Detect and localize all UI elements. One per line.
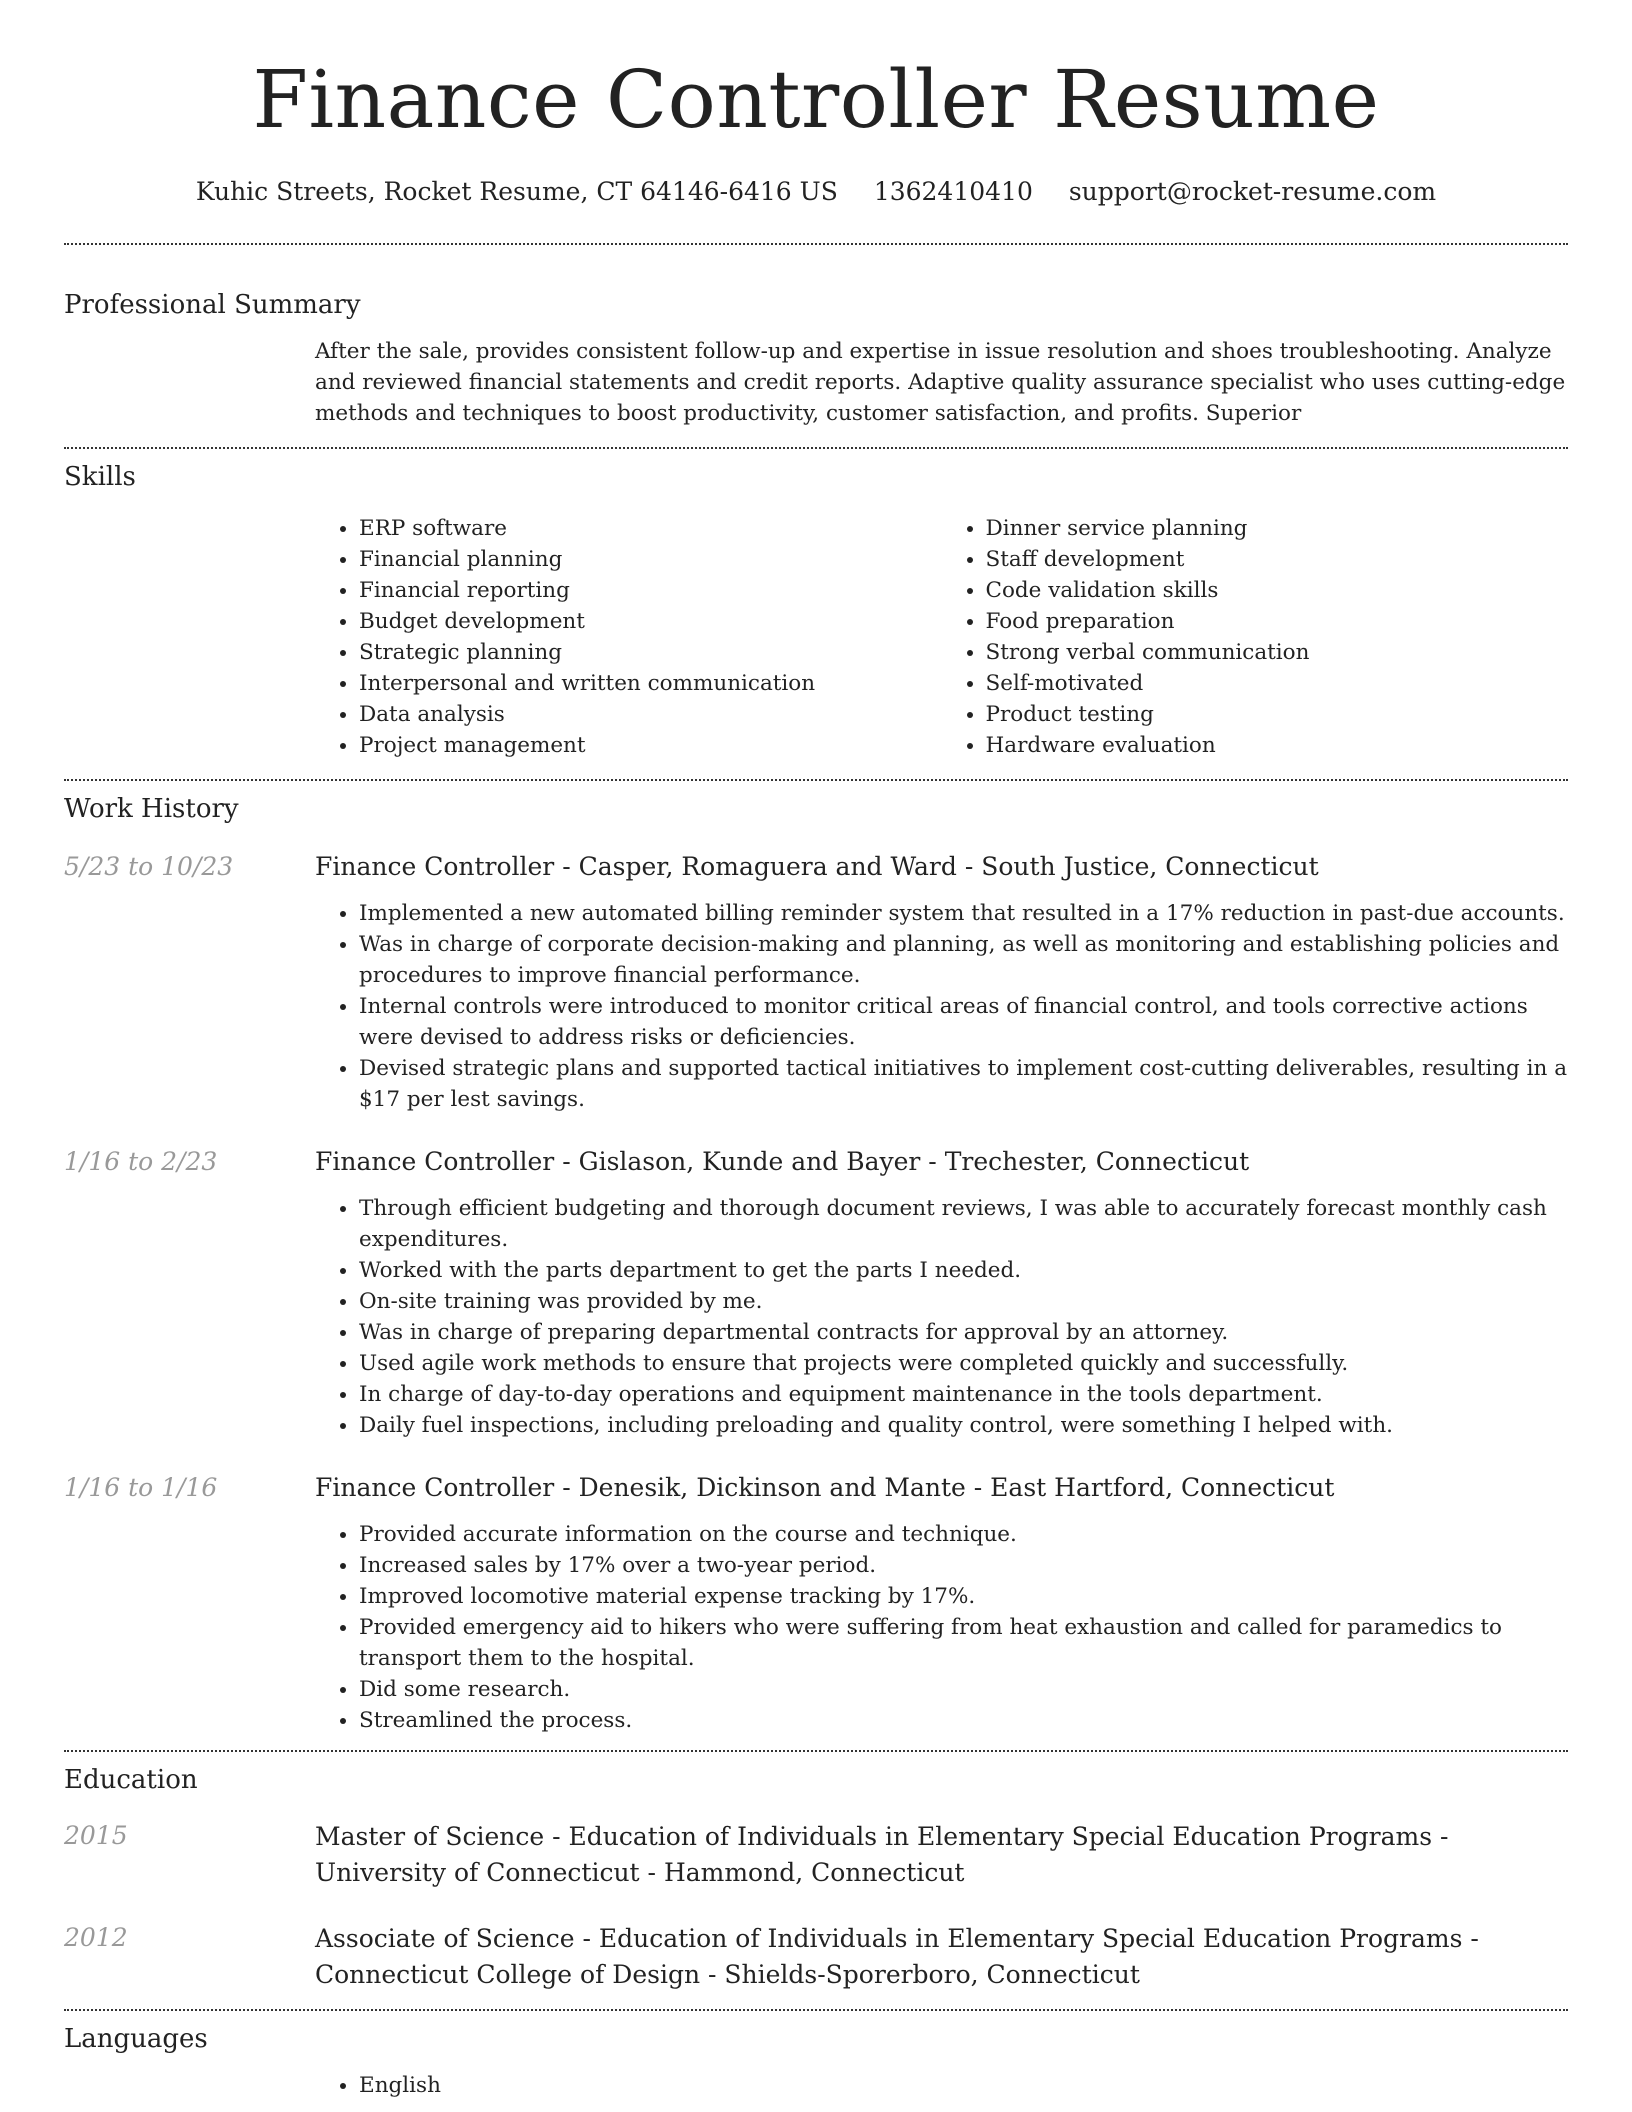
skills-column-left: [315, 513, 942, 761]
section-divider: [64, 2009, 1568, 2011]
education-entry: [0, 1921, 1632, 1993]
section-divider: [64, 243, 1568, 245]
job-bullet: • Increased sales by 17% over a two-year period.: [359, 1550, 1568, 1581]
education-content: [315, 1921, 1568, 1993]
job-bullet: • Through efficient budgeting and thorough document reviews, I was able to accurately forecast monthly cash expenditures.: [359, 1193, 1568, 1255]
job-content: [315, 1471, 1568, 1736]
skill-item: • Strategic planning: [359, 637, 942, 668]
skill-item: • Self-motivated: [986, 668, 1569, 699]
work-heading: Work History: [64, 794, 239, 824]
summary-heading: Professional Summary: [64, 290, 361, 320]
job-bullet: • Streamlined the process.: [359, 1705, 1568, 1736]
job-date: 1/16 to 1/16: [64, 1473, 218, 1502]
job-bullet: • Provided accurate information on the course and technique.: [359, 1519, 1568, 1550]
skill-item: • Food preparation: [986, 606, 1569, 637]
job-bullet: • Implemented a new automated billing reminder system that resulted in a 17% reduction in past-due accounts.: [359, 898, 1568, 929]
skill-item: • Project management: [359, 730, 942, 761]
contact-email[interactable]: support@rocket-resume.com: [1068, 177, 1437, 206]
job-bullets: [315, 1193, 1568, 1441]
education-date: 2015: [64, 1821, 128, 1850]
job-entry: [0, 850, 1632, 1115]
job-content: [315, 1145, 1568, 1441]
job-title: Finance Controller - Gislason, Kunde and Bayer - Trechester, Connecticut: [315, 1147, 1250, 1176]
job-bullet: • Worked with the parts department to get the parts I needed.: [359, 1255, 1568, 1286]
skill-item: • ERP software: [359, 513, 942, 544]
languages-heading: Languages: [64, 2024, 208, 2054]
skill-item: • Code validation skills: [986, 575, 1569, 606]
job-title: Finance Controller - Casper, Romaguera and Ward - South Justice, Connecticut: [315, 852, 1319, 881]
section-divider: [64, 1750, 1568, 1752]
education-title: Master of Science - Education of Individuals in Elementary Special Education Programs - University of Connecticut - Hammond, Connecticut: [315, 1822, 1449, 1887]
skill-item: • Interpersonal and written communication: [359, 668, 942, 699]
skill-item: • Dinner service planning: [986, 513, 1569, 544]
skill-item: • Financial planning: [359, 544, 942, 575]
languages-list: [315, 2070, 1568, 2101]
job-entry: [0, 1145, 1632, 1441]
job-date: 5/23 to 10/23: [64, 852, 234, 881]
contact-line: [0, 176, 1632, 208]
languages-section: [315, 2070, 1568, 2101]
education-date: 2012: [64, 1923, 128, 1952]
skill-item: • Budget development: [359, 606, 942, 637]
education-heading: Education: [64, 1765, 198, 1795]
skill-item: • Product testing: [986, 699, 1569, 730]
section-divider: [64, 447, 1568, 449]
skill-item: • Data analysis: [359, 699, 942, 730]
job-bullet: • Used agile work methods to ensure that projects were completed quickly and successfully.: [359, 1348, 1568, 1379]
resume-title: Finance Controller Resume: [252, 53, 1380, 146]
job-bullet: • Was in charge of preparing departmental contracts for approval by an attorney.: [359, 1317, 1568, 1348]
education-content: [315, 1819, 1568, 1891]
job-title: Finance Controller - Denesik, Dickinson and Mante - East Hartford, Connecticut: [315, 1473, 1335, 1502]
education-entry: [0, 1819, 1632, 1891]
skills-column-right: [942, 513, 1569, 761]
job-bullet: • Devised strategic plans and supported tactical initiatives to implement cost-cutting deliverables, resulting in a $17 per lest savings.: [359, 1053, 1568, 1115]
job-bullet: • On-site training was provided by me.: [359, 1286, 1568, 1317]
job-bullet: • Did some research.: [359, 1674, 1568, 1705]
contact-phone: 1362410410: [873, 177, 1033, 206]
job-bullets: [315, 898, 1568, 1115]
summary-text: After the sale, provides consistent follow-up and expertise in issue resolution and shoes troubleshooting. Analyze and reviewed financial statements and credit reports. Adaptive quality assurance specialist who uses cutting-edge methods and techniques to boost productivity, customer satisfaction, and profits. Superior: [315, 339, 1566, 426]
job-entry: [0, 1471, 1632, 1736]
job-bullet: • Daily fuel inspections, including preloading and quality control, were something I helped with.: [359, 1410, 1568, 1441]
skills-list: [315, 513, 1568, 761]
skill-item: • Strong verbal communication: [986, 637, 1569, 668]
skill-item: • Staff development: [986, 544, 1569, 575]
job-content: [315, 850, 1568, 1115]
job-date: 1/16 to 2/23: [64, 1147, 218, 1176]
job-bullets: [315, 1519, 1568, 1736]
summary-section: [315, 336, 1568, 429]
job-bullet: • Provided emergency aid to hikers who were suffering from heat exhaustion and called for paramedics to transport them to the hospital.: [359, 1612, 1568, 1674]
section-divider: [64, 779, 1568, 781]
education-title: Associate of Science - Education of Individuals in Elementary Special Education Programs - Connecticut College of Design - Shields-Sporerboro, Connecticut: [315, 1924, 1479, 1989]
skills-heading: Skills: [64, 462, 136, 492]
language-item: • English: [359, 2070, 1568, 2101]
job-bullet: • Improved locomotive material expense tracking by 17%.: [359, 1581, 1568, 1612]
contact-address: Kuhic Streets, Rocket Resume, CT 64146-6416 US: [195, 177, 838, 206]
job-bullet: • Was in charge of corporate decision-making and planning, as well as monitoring and establishing policies and procedures to improve financial performance.: [359, 929, 1568, 991]
job-bullet: • Internal controls were introduced to monitor critical areas of financial control, and tools corrective actions were devised to address risks or deficiencies.: [359, 991, 1568, 1053]
skill-item: • Financial reporting: [359, 575, 942, 606]
skill-item: • Hardware evaluation: [986, 730, 1569, 761]
job-bullet: • In charge of day-to-day operations and equipment maintenance in the tools department.: [359, 1379, 1568, 1410]
